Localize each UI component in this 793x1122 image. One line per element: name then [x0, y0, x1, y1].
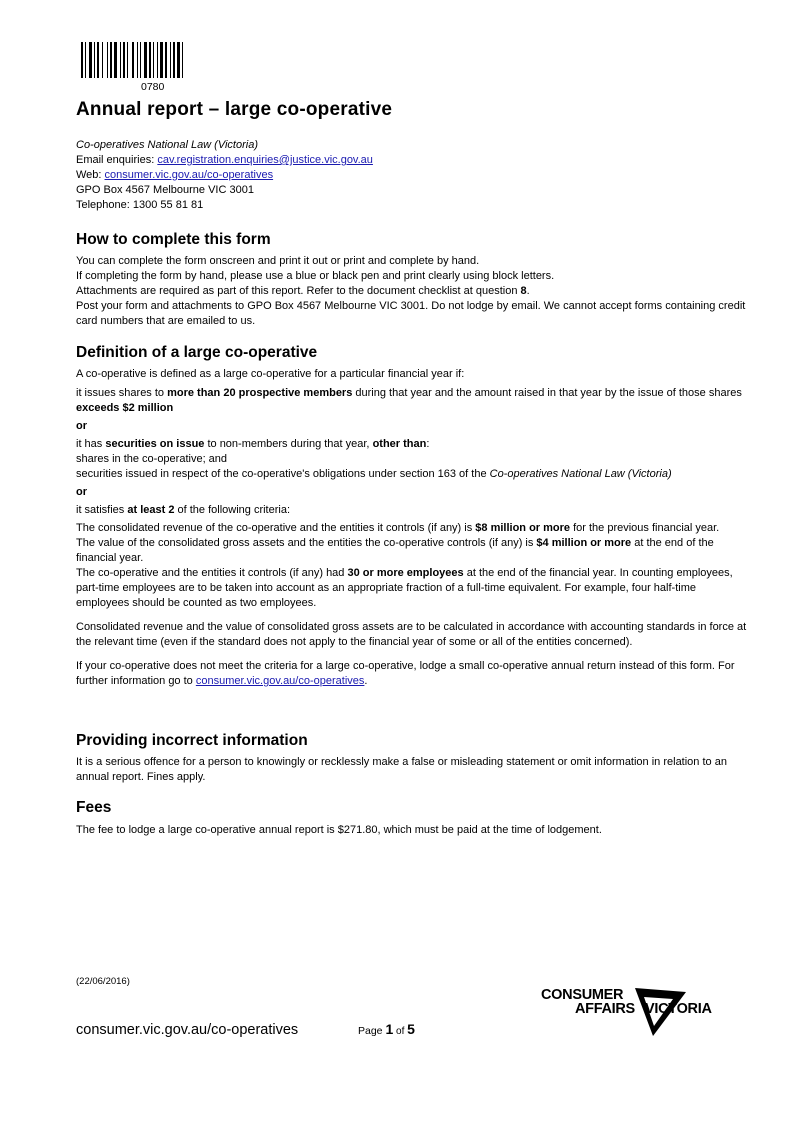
- law-name: Co-operatives National Law (Victoria): [76, 139, 258, 151]
- barcode-bar: [97, 42, 99, 78]
- barcode-bar: [137, 42, 138, 78]
- barcode-bar: [107, 42, 108, 78]
- barcode: [81, 42, 243, 78]
- logo-affairs: AFFAIRS: [575, 1001, 635, 1017]
- barcode-bar: [140, 42, 141, 78]
- barcode-number: 0780: [141, 81, 165, 93]
- barcode-bar: [153, 42, 154, 78]
- barcode-bar: [157, 42, 158, 78]
- page-title: Annual report – large co-operative: [76, 99, 393, 120]
- cav-logo: [540, 984, 730, 1040]
- footer-url: consumer.vic.gov.au/co-operatives: [76, 1022, 299, 1038]
- barcode-bar: [165, 42, 167, 78]
- barcode-bar: [170, 42, 171, 78]
- web-line: Web: consumer.vic.gov.au/co-operatives: [76, 169, 274, 181]
- barcode-bar: [114, 42, 117, 78]
- telephone: Telephone: 1300 55 81 81: [76, 199, 204, 211]
- barcode-bar: [160, 42, 163, 78]
- barcode-bar: [177, 42, 180, 78]
- barcode-bar: [149, 42, 151, 78]
- small-coop-note: If your co-operative does not meet the criteria for a large co-operative, lodge a small co-operative annual return instead of this form. For further information go to consumer.vic.gov.au/co-operatives.: [76, 660, 735, 687]
- or-separator: or: [76, 486, 87, 498]
- or-separator: or: [76, 420, 87, 432]
- email-link[interactable]: cav.registration.enquiries@justice.vic.gov.au: [157, 154, 373, 166]
- contact-block: [76, 138, 748, 213]
- criterion-securities: it has securities on issue to non-members during that year, other than:: [76, 438, 430, 450]
- barcode-bar: [173, 42, 175, 78]
- barcode-bar: [85, 42, 86, 78]
- barcode-bar: [182, 42, 183, 78]
- postal-address: GPO Box 4567 Melbourne VIC 3001: [76, 184, 254, 196]
- barcode-bar: [123, 42, 125, 78]
- criterion-criteria: it satisfies at least 2 of the following criteria:: [76, 504, 291, 516]
- barcode-bar: [94, 42, 95, 78]
- barcode-bar: [120, 42, 121, 78]
- definition-heading: Definition of a large co-operative: [76, 344, 318, 361]
- criterion-assets: The value of the consolidated gross assets and the entities the co-operative controls (if any) is $4 million or more at the end of the financial year.: [76, 537, 714, 564]
- web-link[interactable]: consumer.vic.gov.au/co-operatives: [104, 169, 274, 181]
- criterion-employees: The co-operative and the entities it controls (if any) had 30 or more employees at the end of the financial year. In counting employees, part-time employees are to be taken into account as an appropriate fraction of a full-time equivalent. For example, four half-time employees should be counted as two employees.: [76, 567, 733, 609]
- form-date: (22/06/2016): [76, 976, 130, 987]
- definition-text: A co-operative is defined as a large co-operative for a particular financial year if: it issues shares to more than 20 prospective members during that year and the amount raised in that year by the issue of those shares exceeds $2 million or it has securities on issue to non-members during that year, other than: shares in the co-operative; and securities issued in respect of the co-operative's obligations under section 163 of the Co-operatives National Law (Victoria) or it satisfies at least 2 of the following criteria: The consolidated revenue of the co-operative and the entities it controls (if any) is $8 million or more for the previous financial year. The value of the consolidated gross assets and the entities the co-operative controls (if any) is $4 million or more at the end of the financial year. The co-operative and the entities it controls (if any) had 30 or more employees at the end of the financial year. In counting employees, part-time employees are to be taken into account as an appropriate fraction of a full-time equivalent. For example, four half-time employees should be counted as two employees. Consolidated revenue and the value of consolidated gross assets are to be calculated in accordance with accounting standards in force at the relevant time (even if the standard does not apply to the financial year of some or all of the entities concerned). If your co-operative does not meet the criteria for a large co-operative, lodge a small co-operative annual return instead of this form. For further information go to consumer.vic.gov.au/co-operatives.: [76, 368, 747, 687]
- how-to-heading: How to complete this form: [76, 231, 271, 248]
- fees-heading: Fees: [76, 799, 112, 816]
- criterion-shares: it issues shares to more than 20 prospective members during that year and the amount raised in that year by the issue of those shares exceeds $2 million: [76, 387, 742, 414]
- criterion-revenue: The consolidated revenue of the co-operative and the entities it controls (if any) is $8 million or more for the previous financial year.: [76, 522, 720, 534]
- logo-consumer: CONSUMER: [541, 987, 624, 1003]
- barcode-bar: [132, 42, 134, 78]
- incorrect-info-heading: Providing incorrect information: [76, 732, 308, 749]
- barcode-bar: [81, 42, 83, 78]
- how-to-text: You can complete the form onscreen and print it out or print and complete by hand. If completing the form by hand, please use a blue or black pen and print clearly using block letters. Attachments are required as part of this report. Refer to the document checklist at question 8. Post your form and attachments to GPO Box 4567 Melbourne VIC 3001. Do not lodge by email. We cannot accept forms containing credit card numbers that are emailed to us.: [76, 255, 746, 327]
- co-operatives-link[interactable]: consumer.vic.gov.au/co-operatives: [195, 675, 365, 687]
- definition-intro: A co-operative is defined as a large co-operative for a particular financial year if:: [76, 368, 465, 380]
- page-number: Page 1 of 5: [358, 1021, 415, 1037]
- calculation-note: Consolidated revenue and the value of consolidated gross assets are to be calculated in accordance with accounting standards in force at the relevant time (even if the standard does not apply to the financial year of some or all of the entities concerned).: [76, 621, 747, 648]
- barcode-bar: [89, 42, 92, 78]
- incorrect-info-text: It is a serious offence for a person to knowingly or recklessly make a false or misleading statement or omit information in relation to an annual report. Fines apply.: [76, 756, 727, 783]
- barcode-bar: [102, 42, 103, 78]
- fees-text: The fee to lodge a large co-operative annual report is $271.80, which must be paid at the time of lodgement.: [76, 824, 602, 836]
- barcode-bar: [127, 42, 128, 78]
- barcode-bar: [110, 42, 112, 78]
- barcode-bar: [144, 42, 147, 78]
- logo-victoria: VICTORIA: [645, 1001, 712, 1017]
- email-line: Email enquiries: cav.registration.enquiries@justice.vic.gov.au: [76, 154, 373, 166]
